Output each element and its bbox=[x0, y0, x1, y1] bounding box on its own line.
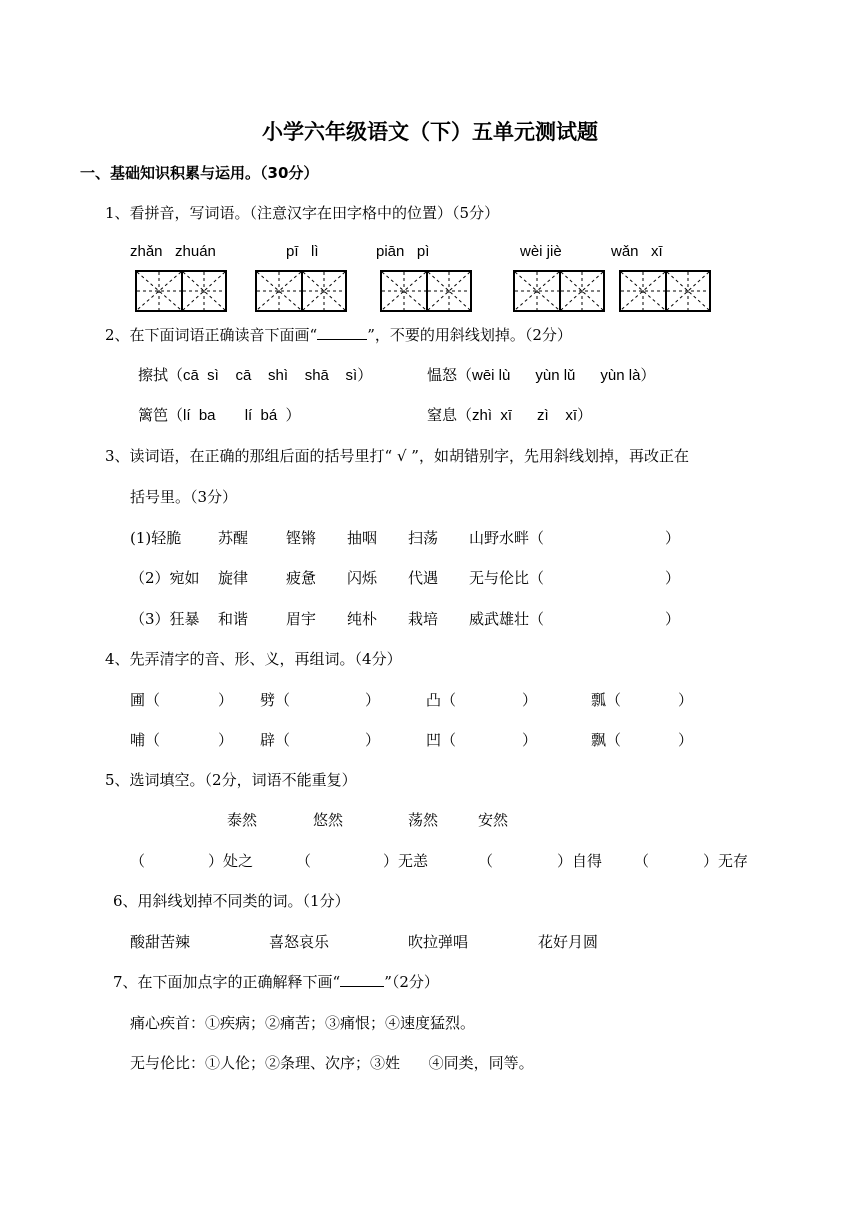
question-7-prompt-end: ”（2分） bbox=[384, 973, 439, 991]
question-2-prompt-end: ”，不要的用斜线划掉。（2分） bbox=[367, 326, 572, 344]
q7-line-1: 痛心疾首：①疾病；②痛苦；③痛恨；④速度猛烈。 bbox=[130, 1014, 476, 1032]
q2-line2-left: 篱笆（lí ba lí bá ） bbox=[138, 407, 301, 424]
word-option[interactable]: 吹拉弹唱 bbox=[408, 933, 469, 951]
tianzige-grid-1[interactable] bbox=[135, 270, 227, 312]
pinyin-1: zhǎn zhuán bbox=[130, 243, 216, 260]
word: 栽培 bbox=[408, 610, 439, 628]
question-7-prompt-start: 7、在下面加点字的正确解释下画“ bbox=[113, 973, 341, 991]
tianzige-cell[interactable] bbox=[257, 272, 301, 310]
char-open: 飘（ bbox=[591, 731, 622, 749]
answer-paren-close[interactable]: ） bbox=[665, 569, 681, 587]
tianzige-guides bbox=[561, 272, 603, 310]
tianzige-guides bbox=[183, 272, 225, 310]
tianzige-guides bbox=[428, 272, 470, 310]
tianzige-cell[interactable] bbox=[301, 272, 345, 310]
blank-open: （ bbox=[296, 852, 312, 870]
word: 扫荡 bbox=[408, 529, 439, 547]
pinyin-2: pī lì bbox=[286, 243, 319, 260]
blank-open: （ bbox=[130, 852, 146, 870]
char-open: 哺（ bbox=[130, 731, 161, 749]
word: 铿锵 bbox=[286, 529, 317, 547]
q2-line1-right: 愠怒（wēi lù yùn lǔ yùn là） bbox=[427, 367, 656, 384]
answer-paren-close[interactable]: ） bbox=[218, 691, 234, 709]
word: 无与伦比（ bbox=[469, 569, 545, 587]
tianzige-grid-2[interactable] bbox=[255, 270, 347, 312]
char-open: 辟（ bbox=[260, 731, 291, 749]
question-6-prompt: 6、用斜线划掉不同类的词。（1分） bbox=[113, 892, 350, 910]
word-option: 安然 bbox=[478, 811, 509, 829]
word: 威武雄壮（ bbox=[469, 610, 545, 628]
char-open: 圃（ bbox=[130, 691, 161, 709]
char-open: 瓢（ bbox=[591, 691, 622, 709]
word-option[interactable]: 花好月圆 bbox=[538, 933, 599, 951]
word: 闪烁 bbox=[347, 569, 378, 587]
q7-line-2: 无与伦比：①人伦；②条理、次序；③姓 ④同类，同等。 bbox=[130, 1054, 534, 1072]
tianzige-guides bbox=[515, 272, 559, 310]
tianzige-guides bbox=[382, 272, 426, 310]
word: 山野水畔（ bbox=[469, 529, 545, 547]
tianzige-guides bbox=[257, 272, 301, 310]
tianzige-cell[interactable] bbox=[515, 272, 559, 310]
tianzige-cell[interactable] bbox=[137, 272, 181, 310]
answer-paren-close[interactable]: ） bbox=[365, 691, 381, 709]
answer-paren-close[interactable]: ） bbox=[678, 691, 694, 709]
answer-paren-close[interactable]: ） bbox=[678, 731, 694, 749]
tianzige-guides bbox=[303, 272, 345, 310]
answer-paren-close[interactable]: ） bbox=[522, 731, 538, 749]
answer-paren-close[interactable]: ） bbox=[665, 529, 681, 547]
tianzige-grid-3[interactable] bbox=[380, 270, 472, 312]
word: 纯朴 bbox=[347, 610, 378, 628]
word: 抽咽 bbox=[347, 529, 378, 547]
blank-close[interactable]: ）无恙 bbox=[383, 852, 429, 870]
question-3-prompt-cont: 括号里。（3分） bbox=[130, 488, 238, 506]
question-3-prompt: 3、读词语，在正确的那组后面的括号里打“ √ ”，如胡错别字，先用斜线划掉，再改正在 bbox=[105, 447, 689, 465]
question-2-prompt-start: 2、在下面词语正确读音下面画“ bbox=[105, 326, 318, 344]
word-option[interactable]: 喜怒哀乐 bbox=[269, 933, 330, 951]
char-open: 劈（ bbox=[260, 691, 291, 709]
tianzige-grid-4[interactable] bbox=[513, 270, 605, 312]
word: 眉宇 bbox=[286, 610, 317, 628]
pinyin-4: wèi jiè bbox=[520, 243, 562, 260]
answer-paren-close[interactable]: ） bbox=[665, 610, 681, 628]
word: (1)轻脆 bbox=[130, 529, 182, 547]
word: 苏醒 bbox=[218, 529, 249, 547]
page-title: 小学六年级语文（下）五单元测试题 bbox=[262, 120, 598, 144]
word: 代遇 bbox=[408, 569, 439, 587]
tianzige-guides bbox=[621, 272, 665, 310]
blank-close[interactable]: ）自得 bbox=[557, 852, 603, 870]
tianzige-grid-5[interactable] bbox=[619, 270, 711, 312]
underline-mark bbox=[340, 986, 384, 987]
blank-close[interactable]: ）无存 bbox=[703, 852, 749, 870]
word: （2）宛如 bbox=[130, 569, 200, 587]
tianzige-cell[interactable] bbox=[559, 272, 603, 310]
tianzige-cell[interactable] bbox=[665, 272, 709, 310]
word-option: 荡然 bbox=[408, 811, 439, 829]
answer-paren-close[interactable]: ） bbox=[365, 731, 381, 749]
word: 和谐 bbox=[218, 610, 249, 628]
word: （3）狂暴 bbox=[130, 610, 200, 628]
word-option: 悠然 bbox=[313, 811, 344, 829]
q2-line2-right: 窒息（zhì xī zì xī） bbox=[427, 407, 593, 424]
tianzige-cell[interactable] bbox=[181, 272, 225, 310]
tianzige-cell[interactable] bbox=[382, 272, 426, 310]
question-2-prompt bbox=[105, 324, 572, 345]
tianzige-guides bbox=[137, 272, 181, 310]
char-open: 凹（ bbox=[426, 731, 457, 749]
q2-line1-left: 擦拭（cā sì cā shì shā sì） bbox=[138, 367, 373, 384]
word-option: 泰然 bbox=[227, 811, 258, 829]
question-1-prompt: 1、看拼音，写词语。（注意汉字在田字格中的位置）（5分） bbox=[105, 204, 500, 222]
question-7-prompt bbox=[113, 971, 439, 992]
char-open: 凸（ bbox=[426, 691, 457, 709]
blank-open: （ bbox=[478, 852, 494, 870]
question-4-prompt: 4、先弄清字的音、形、义，再组词。（4分） bbox=[105, 650, 402, 668]
answer-paren-close[interactable]: ） bbox=[522, 691, 538, 709]
pinyin-5: wǎn xī bbox=[611, 243, 663, 260]
section-heading: 一、基础知识积累与运用。（30分） bbox=[80, 164, 319, 182]
answer-paren-close[interactable]: ） bbox=[218, 731, 234, 749]
word: 旋律 bbox=[218, 569, 249, 587]
underline-mark bbox=[317, 339, 367, 340]
question-5-prompt: 5、选词填空。（2分，词语不能重复） bbox=[105, 771, 357, 789]
word-option[interactable]: 酸甜苦辣 bbox=[130, 933, 191, 951]
pinyin-3: piān pì bbox=[376, 243, 430, 260]
tianzige-guides bbox=[667, 272, 709, 310]
tianzige-cell[interactable] bbox=[426, 272, 470, 310]
tianzige-cell[interactable] bbox=[621, 272, 665, 310]
blank-open: （ bbox=[634, 852, 650, 870]
blank-close[interactable]: ）处之 bbox=[208, 852, 254, 870]
word: 疲惫 bbox=[286, 569, 317, 587]
